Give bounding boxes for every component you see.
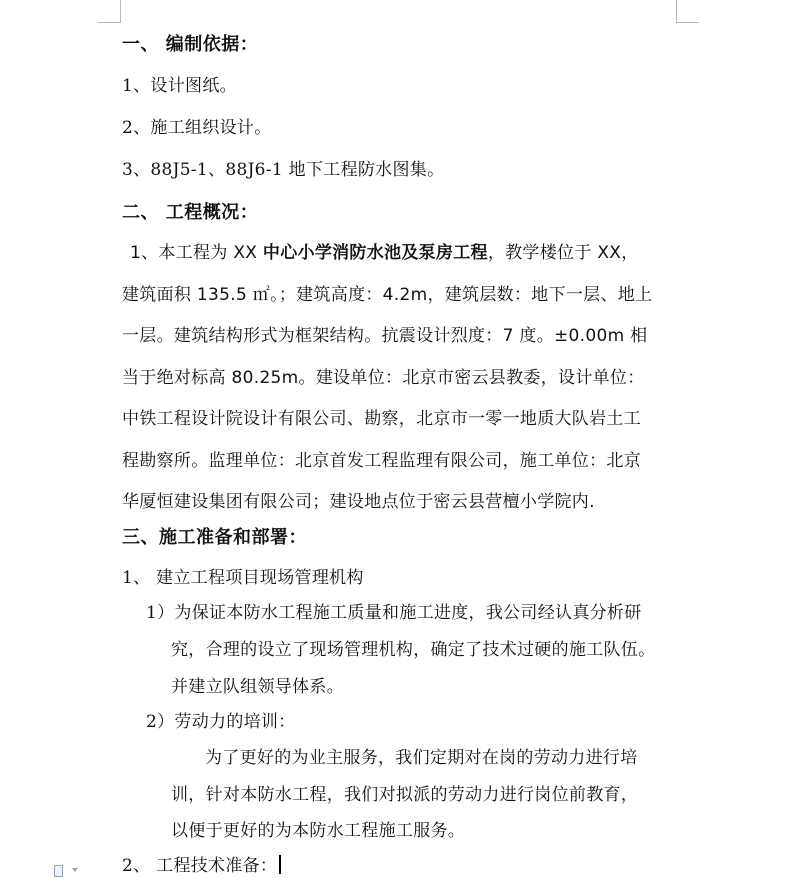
section-2-para-tail: ，教学楼位于 XX， (487, 243, 639, 263)
section-2-para-line: 中铁工程设计院设计有限公司、勘察，北京市一零一地质大队岩土工 (122, 409, 641, 429)
section-2-para-line: 当于绝对标高 80.25m。建设单位：北京市密云县教委，设计单位： (122, 368, 645, 388)
section-3-item-2[interactable] (122, 855, 281, 877)
section-2-para-line: 华厦恒建设集团有限公司；建设地点位于密云县营檀小学院内. (122, 492, 595, 512)
section-3-sub-1-line: 并建立队组领导体系。 (171, 677, 344, 697)
section-1-item-3: 3、88J5-1、88J6-1 地下工程防水图集。 (122, 160, 445, 180)
section-2-para-line: 程勘察所。监理单位：北京首发工程监理有限公司，施工单位：北京 (122, 451, 641, 471)
document-icon[interactable] (54, 864, 66, 878)
section-3-sub-2-line: 训，针对本防水工程，我们对拟派的劳动力进行岗位前教育， (171, 785, 639, 805)
section-3-sub-2-title: 2）劳动力的培训： (146, 712, 296, 732)
section-2-project-name: 中心小学消防水池及泵房工程 (262, 243, 488, 263)
section-2-para-line: 建筑面积 135.5 ㎡。；建筑高度：4.2m，建筑层数：地下一层、地上 (122, 285, 653, 305)
section-2-para-lead: 1、本工程为 XX (130, 243, 263, 263)
section-3-item-1: 1、 建立工程项目现场管理机构 (122, 568, 364, 588)
section-1-item-2: 2、施工组织设计。 (122, 118, 272, 138)
section-3-item-2-text: 2、 工程技术准备： (122, 856, 278, 876)
section-2-para-line: 一层。建筑结构形式为框架结构。抗震设计烈度：7 度。±0.00m 相 (122, 326, 648, 346)
section-3-sub-1-line: 1）为保证本防水工程施工质量和施工进度，我公司经认真分析研 (146, 603, 642, 623)
section-2-para-first-line (130, 242, 639, 264)
section-1-item-1: 1、设计图纸。 (122, 76, 237, 96)
page-corner-right-icon (676, 0, 699, 23)
section-2-heading: 二、 工程概况： (122, 202, 259, 223)
section-3-sub-1-line: 究，合理的设立了现场管理机构，确定了技术过硬的施工队伍。 (171, 640, 656, 660)
section-3-sub-2-line: 为了更好的为业主服务，我们定期对在岗的劳动力进行培 (205, 748, 638, 768)
document-glyph (54, 865, 63, 877)
text-cursor (279, 855, 281, 874)
section-1-heading: 一、 编制依据： (122, 34, 259, 55)
section-3-heading: 三、施工准备和部署： (122, 527, 307, 548)
dropdown-arrow-icon (72, 868, 78, 872)
section-3-sub-2-line: 以便于更好的为本防水工程施工服务。 (171, 821, 466, 841)
page-corner-left-icon (98, 0, 121, 23)
